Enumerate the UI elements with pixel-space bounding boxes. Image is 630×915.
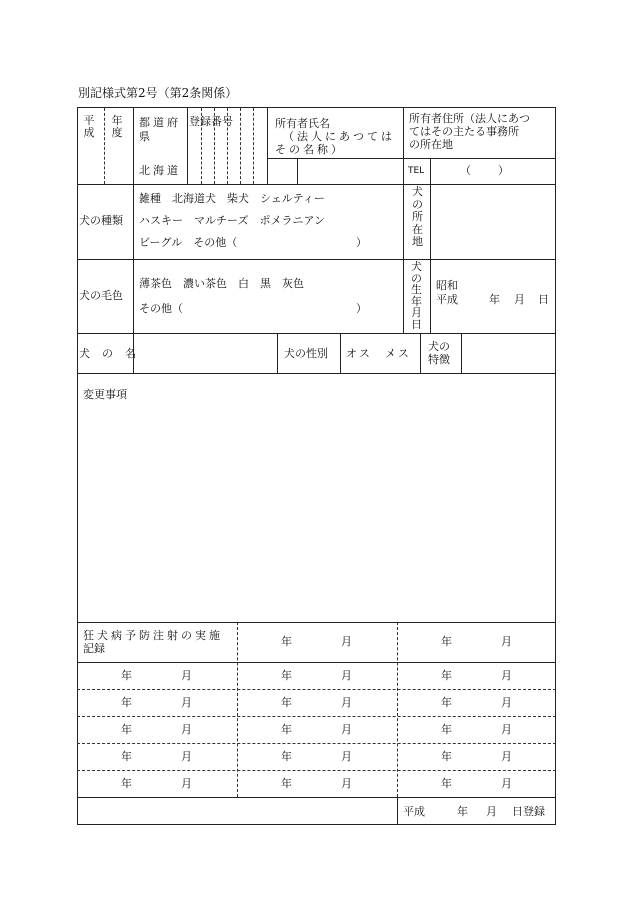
- owner-name-sub: （法人にあつては: [283, 130, 395, 143]
- breed-line3-prefix: ビーグル その他（: [139, 236, 238, 249]
- vaccination-month: 月: [501, 669, 512, 682]
- vaccination-month: 月: [341, 696, 352, 709]
- registration-era: 平成: [403, 805, 425, 818]
- vaccination-year: 年: [121, 750, 132, 763]
- owner-address-sub2: の所在地: [409, 138, 453, 151]
- vaccination-month: 月: [501, 777, 512, 790]
- vaccination-year: 年: [441, 669, 452, 682]
- breed-line2: ハスキー マルチーズ ポメラニアン: [139, 214, 326, 227]
- tel-paren-close: ）: [498, 164, 509, 177]
- owner-address-sub: てはその主たる事務所: [409, 125, 519, 138]
- breed-line1: 雑種 北海道犬 柴犬 シェルティー: [139, 192, 325, 205]
- registration-month: 月: [486, 805, 497, 818]
- vaccination-year: 年: [441, 635, 452, 648]
- vaccination-month: 月: [501, 723, 512, 736]
- vaccination-year: 年: [441, 723, 452, 736]
- vaccination-year: 年: [121, 777, 132, 790]
- vaccination-month: 月: [181, 750, 192, 763]
- registration-suffix: 日登録: [512, 805, 545, 818]
- vaccination-year: 年: [121, 696, 132, 709]
- birth-date-label: 犬の生年月日: [411, 260, 422, 331]
- owner-name-label: 所有者氏名: [275, 117, 330, 130]
- registration-number-label: 登録番号: [189, 115, 233, 128]
- vaccination-year: 年: [281, 669, 292, 682]
- vaccination-year: 年: [121, 669, 132, 682]
- vaccination-year: 年: [441, 696, 452, 709]
- registration-year: 年: [457, 805, 468, 818]
- vaccination-year: 年: [121, 723, 132, 736]
- owner-name-sub2: その名称）: [275, 143, 345, 156]
- vaccination-month: 月: [181, 777, 192, 790]
- coat-line2-prefix: その他（: [139, 302, 183, 315]
- birth-heisei: 平成: [436, 293, 458, 306]
- vaccination-year: 年: [441, 777, 452, 790]
- prefecture-value: 北海道: [139, 164, 181, 177]
- vaccination-month: 月: [341, 723, 352, 736]
- birth-month: 月: [514, 293, 525, 306]
- vaccination-month: 月: [341, 777, 352, 790]
- form-title: 別記様式第2号（第2条関係）: [78, 86, 238, 100]
- vaccination-month: 月: [501, 750, 512, 763]
- vaccination-month: 月: [341, 635, 352, 648]
- vaccination-year: 年: [281, 777, 292, 790]
- breed-line3-suffix: ）: [356, 236, 367, 249]
- birth-showa: 昭和: [436, 279, 458, 292]
- prefecture-label: 都道府県: [139, 116, 181, 143]
- coat-label: 犬の毛色: [79, 289, 123, 302]
- vaccination-year: 年: [281, 635, 292, 648]
- tel-paren-open: （: [460, 164, 471, 177]
- vaccination-label: 狂犬病予防注射の実施: [83, 629, 223, 642]
- birth-day: 日: [538, 293, 549, 306]
- vaccination-month: 月: [181, 696, 192, 709]
- owner-address-label: 所有者住所（法人にあつ: [409, 112, 530, 125]
- coat-line1: 薄茶色 濃い茶色 白 黒 灰色: [139, 277, 304, 290]
- sex-label: 犬の性別: [284, 347, 328, 360]
- vaccination-month: 月: [341, 750, 352, 763]
- vaccination-month: 月: [181, 669, 192, 682]
- birth-year: 年: [489, 293, 500, 306]
- coat-line2-suffix: ）: [356, 302, 367, 315]
- changes-label: 変更事項: [83, 388, 127, 401]
- year-label: 年度: [111, 114, 123, 139]
- vaccination-label-2: 記録: [83, 642, 105, 655]
- dog-location-label: 犬の所在地: [412, 185, 423, 248]
- dog-name-label: 犬の名: [79, 347, 148, 360]
- features-label: 犬の特徴: [428, 340, 450, 366]
- vaccination-month: 月: [181, 723, 192, 736]
- sex-options: オス メス: [346, 347, 411, 360]
- era-heisei-label: 平成: [83, 114, 95, 139]
- vaccination-month: 月: [501, 635, 512, 648]
- tel-label: TEL: [408, 166, 425, 176]
- vaccination-year: 年: [441, 750, 452, 763]
- vaccination-month: 月: [501, 696, 512, 709]
- breed-label: 犬の種類: [79, 214, 123, 227]
- vaccination-year: 年: [281, 750, 292, 763]
- vaccination-month: 月: [341, 669, 352, 682]
- vaccination-year: 年: [281, 696, 292, 709]
- vaccination-year: 年: [281, 723, 292, 736]
